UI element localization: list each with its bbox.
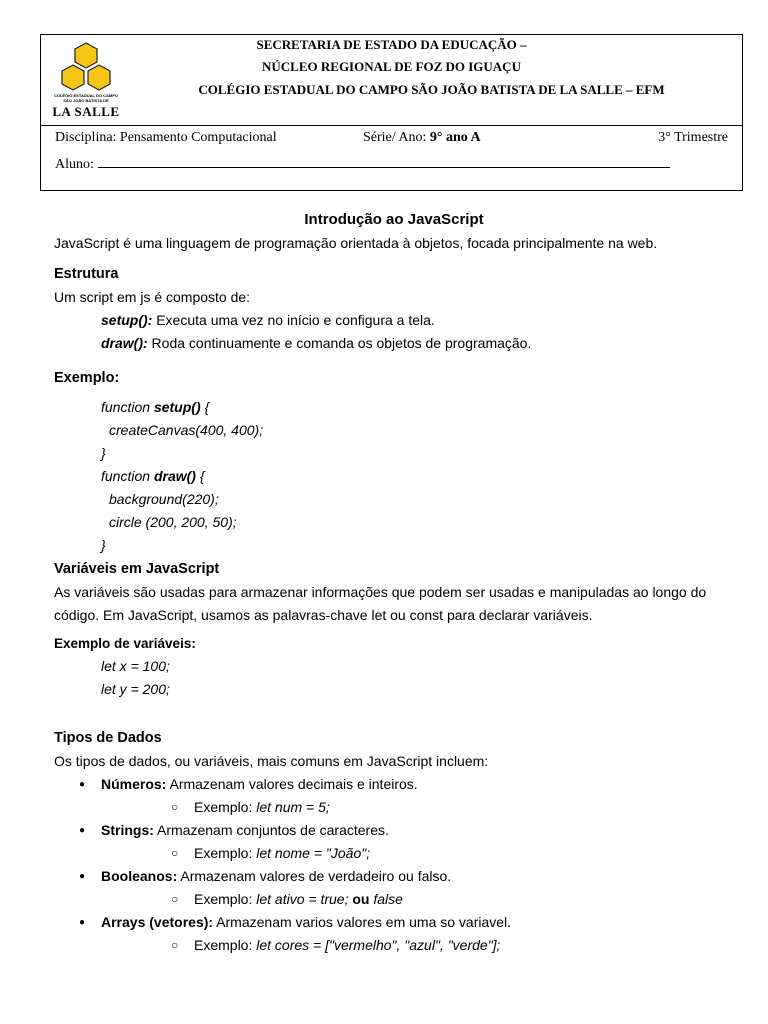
list-item: ● Números: Armazenam valores decimais e inteiros. ○ Exemplo: let num = 5; xyxy=(54,773,734,819)
list-item: ● Booleanos: Armazenam valores de verdadeiro ou falso. ○ Exemplo: let ativo = true; ou false xyxy=(54,865,734,911)
list-item: ● Arrays (vetores): Armazenam varios valores em uma so variavel. ○ Exemplo: let cores = ["vermelho", "azul", "verde"]; xyxy=(54,911,734,957)
header-line-1: SECRETARIA DE ESTADO DA EDUCAÇÃO – xyxy=(256,37,527,52)
example-item: ○ Exemplo: let ativo = true; ou false xyxy=(101,888,734,911)
variaveis-code xyxy=(54,655,734,701)
aluno-row xyxy=(55,155,670,173)
example-item: ○ Exemplo: let nome = "João"; xyxy=(101,842,734,865)
header-line-2: NÚCLEO REGIONAL DE FOZ DO IGUAÇU xyxy=(262,59,521,74)
aluno-label: Aluno: xyxy=(55,157,94,172)
code-line: function setup() { xyxy=(101,399,210,415)
example-item: ○ Exemplo: let num = 5; xyxy=(101,796,734,819)
code-example xyxy=(54,396,734,557)
code-line: let x = 100; xyxy=(101,658,170,674)
trimestre-label: 3° Trimestre xyxy=(658,130,728,145)
code-line: let y = 200; xyxy=(101,681,170,697)
estrutura-text: Um script em js é composto de: xyxy=(54,289,251,305)
variaveis-text-1: As variáveis são usadas para armazenar informações que podem ser usadas e manipuladas ao longo do xyxy=(54,584,707,600)
draw-description: draw(): Roda continuamente e comanda os objetos de programação. xyxy=(101,335,532,351)
serie-value: 9° ano A xyxy=(429,130,481,145)
estrutura-heading: Estrutura xyxy=(54,266,119,282)
variaveis-heading: Variáveis em JavaScript xyxy=(54,561,220,577)
code-line: createCanvas(400, 400); xyxy=(109,422,264,438)
code-line: } xyxy=(101,445,106,461)
page-title: Introdução ao JavaScript xyxy=(304,211,484,228)
variaveis-text-2: código. Em JavaScript, usamos as palavras-chave let ou const para declarar variáveis. xyxy=(54,607,593,623)
serie-label: Série/ Ano: 9° ano A xyxy=(363,130,481,145)
aluno-blank-line xyxy=(98,155,670,168)
code-line: background(220); xyxy=(109,491,219,507)
code-line: } xyxy=(101,537,106,553)
header-line-3: COLÉGIO ESTADUAL DO CAMPO SÃO JOÃO BATISTA DE LA SALLE – EFM xyxy=(198,82,665,97)
exemplo-heading: Exemplo: xyxy=(54,370,120,386)
code-line: circle (200, 200, 50); xyxy=(109,514,237,530)
example-item: ○ Exemplo: let cores = ["vermelho", "azul", "verde"]; xyxy=(101,934,734,957)
header-top xyxy=(41,35,742,126)
tipos-list xyxy=(54,773,734,957)
school-logo xyxy=(51,41,121,119)
document-body xyxy=(54,208,734,957)
intro-text: JavaScript é uma linguagem de programação orientada à objetos, focada principalmente na web. xyxy=(54,235,658,251)
setup-description: setup(): Executa uma vez no início e configura a tela. xyxy=(101,312,435,328)
list-item: ● Strings: Armazenam conjuntos de caracteres. ○ Exemplo: let nome = "João"; xyxy=(54,819,734,865)
tipos-text: Os tipos de dados, ou variáveis, mais comuns em JavaScript incluem: xyxy=(54,753,489,769)
logo-caption: COLÉGIO ESTADUAL DO CAMPO SÃO JOÃO BATISTA DE xyxy=(53,93,119,103)
logo-name: LA SALLE xyxy=(52,104,120,119)
hexagon-logo-icon xyxy=(51,41,121,93)
variaveis-example-heading: Exemplo de variáveis: xyxy=(54,636,196,651)
header-info-row xyxy=(55,130,728,148)
disciplina-label: Disciplina: Pensamento Computacional xyxy=(55,130,277,145)
tipos-heading: Tipos de Dados xyxy=(54,730,162,746)
code-line: function draw() { xyxy=(101,468,205,484)
document-header xyxy=(40,34,743,191)
